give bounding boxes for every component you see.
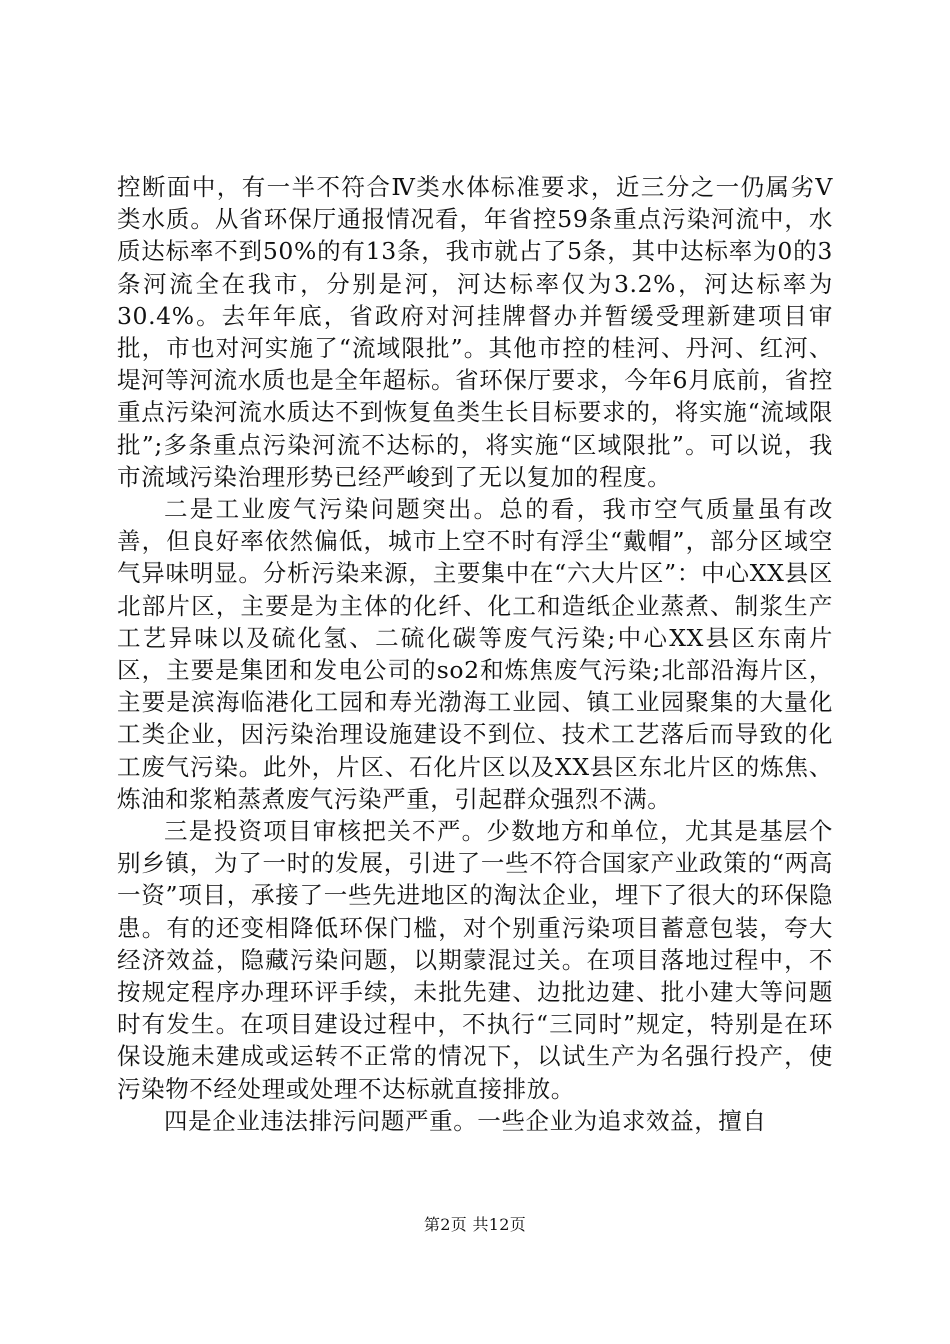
document-body xyxy=(117,171,833,1137)
paragraph-industrial-gas: 二是工业废气污染问题突出。总的看，我市空气质量虽有改善，但良好率依然偏低，城市上空不时有浮尘“戴帽”，部分区域空气异味明显。分析污染来源，主要集中在“六大片区”：中心XX县区北部片区，主要是为主体的化纤、化工和造纸企业蒸煮、制浆生产工艺异味以及硫化氢、二硫化碳等废气污染;中心XX县区东南片区，主要是集团和发电公司的so2和炼焦废气污染;北部沿海片区，主要是滨海临港化工园和寿光渤海工业园、镇工业园聚集的大量化工类企业，因污染治理设施建设不到位、技术工艺落后而导致的化工废气污染。此外，片区、石化片区以及XX县区东北片区的炼焦、炼油和浆粕蒸煮废气污染严重，引起群众强烈不满。 xyxy=(117,495,833,813)
paragraph-water-pollution: 控断面中，有一半不符合Ⅳ类水体标准要求，近三分之一仍属劣Ⅴ类水质。从省环保厅通报情况看，年省控59条重点污染河流中，水质达标率不到50%的有13条，我市就占了5条，其中达标率为0的3条河流全在我市，分别是河，河达标率仅为3.2%，河达标率为30.4%。去年年底，省政府对河挂牌督办并暂缓受理新建项目审批，市也对河实施了“流域限批”。其他市控的桂河、丹河、红河、堤河等河流水质也是全年超标。省环保厅要求，今年6月底前，省控重点污染河流水质达不到恢复鱼类生长目标要求的，将实施“流域限批”;多条重点污染河流不达标的，将实施“区域限批”。可以说，我市流域污染治理形势已经严峻到了无以复加的程度。 xyxy=(117,173,833,491)
paragraph-illegal-discharge: 四是企业违法排污问题严重。一些企业为追求效益，擅自 xyxy=(164,1106,767,1135)
page-footer: 第2页 共12页 xyxy=(423,1215,527,1234)
paragraph-project-review: 三是投资项目审核把关不严。少数地方和单位，尤其是基层个别乡镇，为了一时的发展，引进了一些不符合国家产业政策的“两高一资”项目，承接了一些先进地区的淘汰企业，埋下了很大的环保隐患。有的还变相降低环保门槛，对个别重污染项目蓄意包装，夸大经济效益，隐藏污染问题，以期蒙混过关。在项目落地过程中，不按规定程序办理环评手续，未批先建、边批边建、批小建大等问题时有发生。在项目建设过程中，不执行“三同时”规定，特别是在环保设施未建成或运转不正常的情况下，以试生产为名强行投产，使污染物不经处理或处理不达标就直接排放。 xyxy=(117,817,833,1103)
